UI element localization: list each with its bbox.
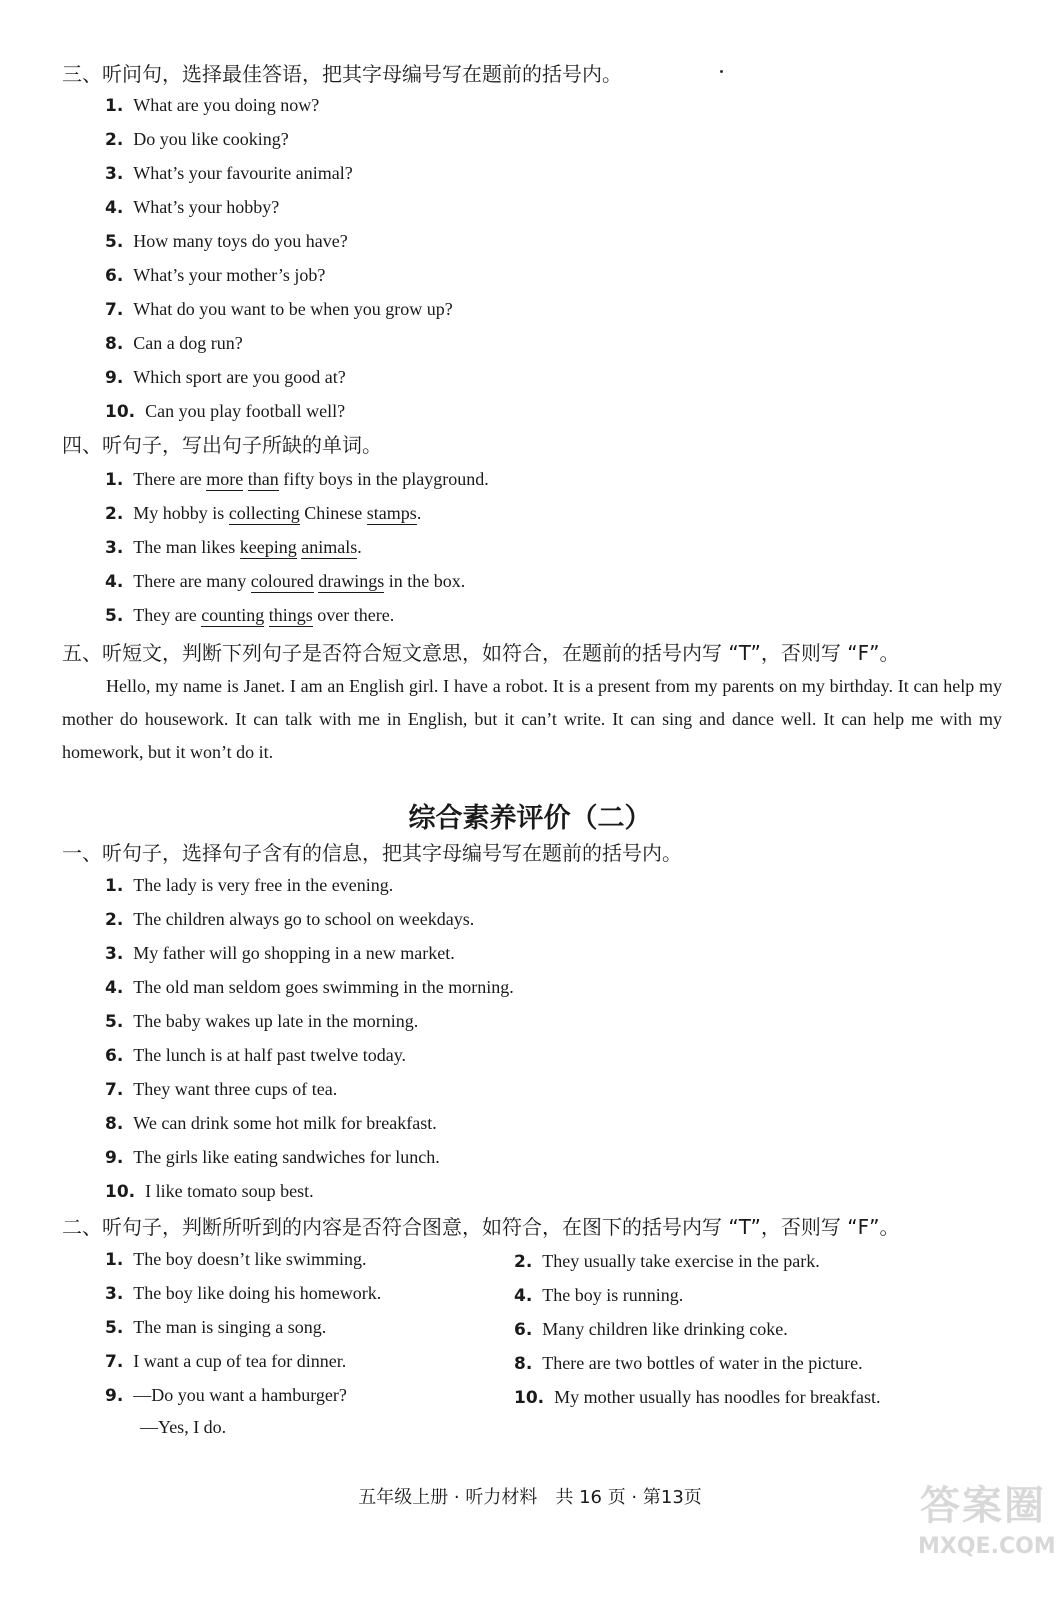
item-number: 5. — [105, 606, 124, 626]
fill-sentence — [105, 603, 394, 628]
item-number: 6. — [105, 1046, 124, 1066]
answer-word: stamps — [366, 503, 417, 523]
picture-sentence — [514, 1283, 683, 1308]
item-text: The boy like doing his homework. — [133, 1283, 382, 1303]
page-footer: 五年级上册 · 听力材料 共 16 页 · 第13页 — [358, 1487, 702, 1508]
section-title-2: 综合素养评价（二） — [408, 803, 652, 834]
sentence-item — [105, 1077, 337, 1102]
item-number: 9. — [105, 1386, 124, 1406]
sentence-item — [105, 1145, 440, 1170]
item-text: I like tomato soup best. — [145, 1181, 314, 1201]
passage: Hello, my name is Janet. I am an English girl. I have a robot. It is a present from my parents on my birthday. It can help my mother do housework. It can talk with me in English, but it can’t write. It can sing and dance well. It can help me with my homework, but it won’t do it. — [62, 676, 1002, 762]
item-text: Can a dog run? — [133, 333, 243, 353]
fill-sentence — [105, 569, 465, 594]
item-number: 4. — [514, 1286, 533, 1306]
item-number: 9. — [105, 1148, 124, 1168]
item-number: 4. — [105, 978, 124, 998]
item-text: The lady is very free in the evening. — [133, 875, 394, 895]
sentence-part: over there. — [312, 605, 395, 625]
item-text: How many toys do you have? — [133, 231, 348, 251]
section-4-heading: 四、听句子，写出句子所缺的单词。 — [62, 433, 382, 457]
sentence-item — [105, 1009, 418, 1034]
sentence-item — [105, 941, 455, 966]
picture-sentence — [105, 1281, 381, 1306]
question-item — [105, 297, 453, 322]
answer-9: —Yes, I do. — [140, 1417, 227, 1437]
answer-word: drawings — [318, 571, 385, 591]
item-number: 3. — [105, 944, 124, 964]
fill-sentence — [105, 501, 421, 526]
item-number: 10. — [514, 1388, 545, 1408]
question-item — [105, 263, 325, 288]
item-text: They want three cups of tea. — [133, 1079, 338, 1099]
sentence-part: . — [416, 503, 422, 523]
answer-word: keeping — [239, 537, 297, 557]
answer-word: things — [268, 605, 313, 625]
sentence-item — [105, 975, 514, 1000]
item-number: 1. — [105, 876, 124, 896]
item-number: 7. — [105, 1352, 124, 1372]
sentence-part: There are — [133, 469, 207, 489]
item-text: What’s your favourite animal? — [133, 163, 353, 183]
picture-sentence — [105, 1247, 366, 1272]
sentence-item — [105, 907, 474, 932]
item-number: 8. — [105, 334, 124, 354]
sentence-part: fifty boys in the playground. — [278, 469, 489, 489]
item-number: 8. — [105, 1114, 124, 1134]
section-3-heading: 三、听问句，选择最佳答语，把其字母编号写在题前的括号内。 — [62, 62, 622, 86]
sentence-item — [105, 1111, 437, 1136]
item-text: What’s your mother’s job? — [133, 265, 326, 285]
item-number: 5. — [105, 1012, 124, 1032]
item-number: 3. — [105, 1284, 124, 1304]
item-number: 2. — [514, 1252, 533, 1272]
item-text: I want a cup of tea for dinner. — [133, 1351, 347, 1371]
item-number: 5. — [105, 1318, 124, 1338]
picture-sentence — [514, 1317, 788, 1342]
item-number: 9. — [105, 368, 124, 388]
section-5-heading: 五、听短文，判断下列句子是否符合短文意思，如符合，在题前的括号内写 “T”，否则写 “F”。 — [62, 641, 900, 665]
item-number: 4. — [105, 572, 124, 592]
question-item — [105, 331, 243, 356]
fill-sentence — [105, 467, 489, 492]
answer-word: than — [247, 469, 279, 489]
fill-sentence — [105, 535, 362, 560]
sentence-part: There are many — [133, 571, 251, 591]
picture-sentence — [105, 1383, 347, 1408]
sentence-part: They are — [133, 605, 202, 625]
sentence-part: Chinese — [299, 503, 367, 523]
item-text: The girls like eating sandwiches for lunch. — [133, 1147, 440, 1167]
item-number: 6. — [105, 266, 124, 286]
picture-sentence — [514, 1385, 881, 1410]
item-number: 3. — [105, 164, 124, 184]
item-number: 7. — [105, 1080, 124, 1100]
item-text: The lunch is at half past twelve today. — [133, 1045, 407, 1065]
item-text: There are two bottles of water in the picture. — [542, 1353, 863, 1373]
item-number: 2. — [105, 910, 124, 930]
item-number: 5. — [105, 232, 124, 252]
item-text: The children always go to school on weekdays. — [133, 909, 475, 929]
answer-word: counting — [201, 605, 265, 625]
item-number: 10. — [105, 1182, 136, 1202]
answer-word: collecting — [228, 503, 300, 523]
item-number: 4. — [105, 198, 124, 218]
sentence-item — [105, 1179, 314, 1204]
answer-word: animals — [301, 537, 358, 557]
question-item — [105, 127, 289, 152]
item-number: 7. — [105, 300, 124, 320]
item-number: 2. — [105, 130, 124, 150]
item-number: 3. — [105, 538, 124, 558]
sentence-part: in the box. — [384, 571, 466, 591]
item-text: Which sport are you good at? — [133, 367, 346, 387]
item-number: 6. — [514, 1320, 533, 1340]
part-1-heading: 一、听句子，选择句子含有的信息，把其字母编号写在题前的括号内。 — [62, 841, 682, 865]
item-text: Do you like cooking? — [133, 129, 289, 149]
sentence-part: . — [357, 537, 362, 557]
question-item — [105, 161, 353, 186]
watermark-logo: 答案圈 MXQE.COM — [918, 1483, 1056, 1559]
item-text: My father will go shopping in a new market. — [133, 943, 455, 963]
stray-dot — [720, 70, 723, 73]
item-text: What are you doing now? — [133, 95, 320, 115]
item-number: 1. — [105, 470, 124, 490]
picture-sentence — [514, 1249, 820, 1274]
item-text: The boy is running. — [542, 1285, 684, 1305]
sentence-part: My hobby is — [133, 503, 229, 523]
item-text: The old man seldom goes swimming in the morning. — [133, 977, 514, 997]
item-text: —Do you want a hamburger? — [133, 1385, 347, 1405]
item-text: My mother usually has noodles for breakfast. — [554, 1387, 881, 1407]
answer-word: coloured — [250, 571, 314, 591]
sentence-item — [105, 873, 393, 898]
item-number: 2. — [105, 504, 124, 524]
item-text: The boy doesn’t like swimming. — [133, 1249, 367, 1269]
picture-sentence — [514, 1351, 863, 1376]
question-item — [105, 365, 346, 390]
item-text: What’s your hobby? — [133, 197, 280, 217]
question-item — [105, 93, 319, 118]
item-text: They usually take exercise in the park. — [542, 1251, 820, 1271]
item-number: 10. — [105, 402, 136, 422]
item-number: 1. — [105, 96, 124, 116]
question-item — [105, 229, 348, 254]
item-text: The man is singing a song. — [133, 1317, 327, 1337]
answer-word: more — [206, 469, 244, 489]
item-text: The baby wakes up late in the morning. — [133, 1011, 419, 1031]
question-item — [105, 195, 279, 220]
item-text: Many children like drinking coke. — [542, 1319, 788, 1339]
question-item — [105, 399, 345, 424]
sentence-part: The man likes — [133, 537, 240, 557]
item-text: We can drink some hot milk for breakfast. — [133, 1113, 437, 1133]
item-text: Can you play football well? — [145, 401, 346, 421]
sentence-item — [105, 1043, 406, 1068]
item-number: 8. — [514, 1354, 533, 1374]
item-number: 1. — [105, 1250, 124, 1270]
picture-sentence — [105, 1315, 326, 1340]
item-text: What do you want to be when you grow up? — [133, 299, 453, 319]
picture-sentence — [105, 1349, 346, 1374]
part-2-heading: 二、听句子，判断所听到的内容是否符合图意，如符合，在图下的括号内写 “T”，否则写 “F”。 — [62, 1215, 900, 1239]
